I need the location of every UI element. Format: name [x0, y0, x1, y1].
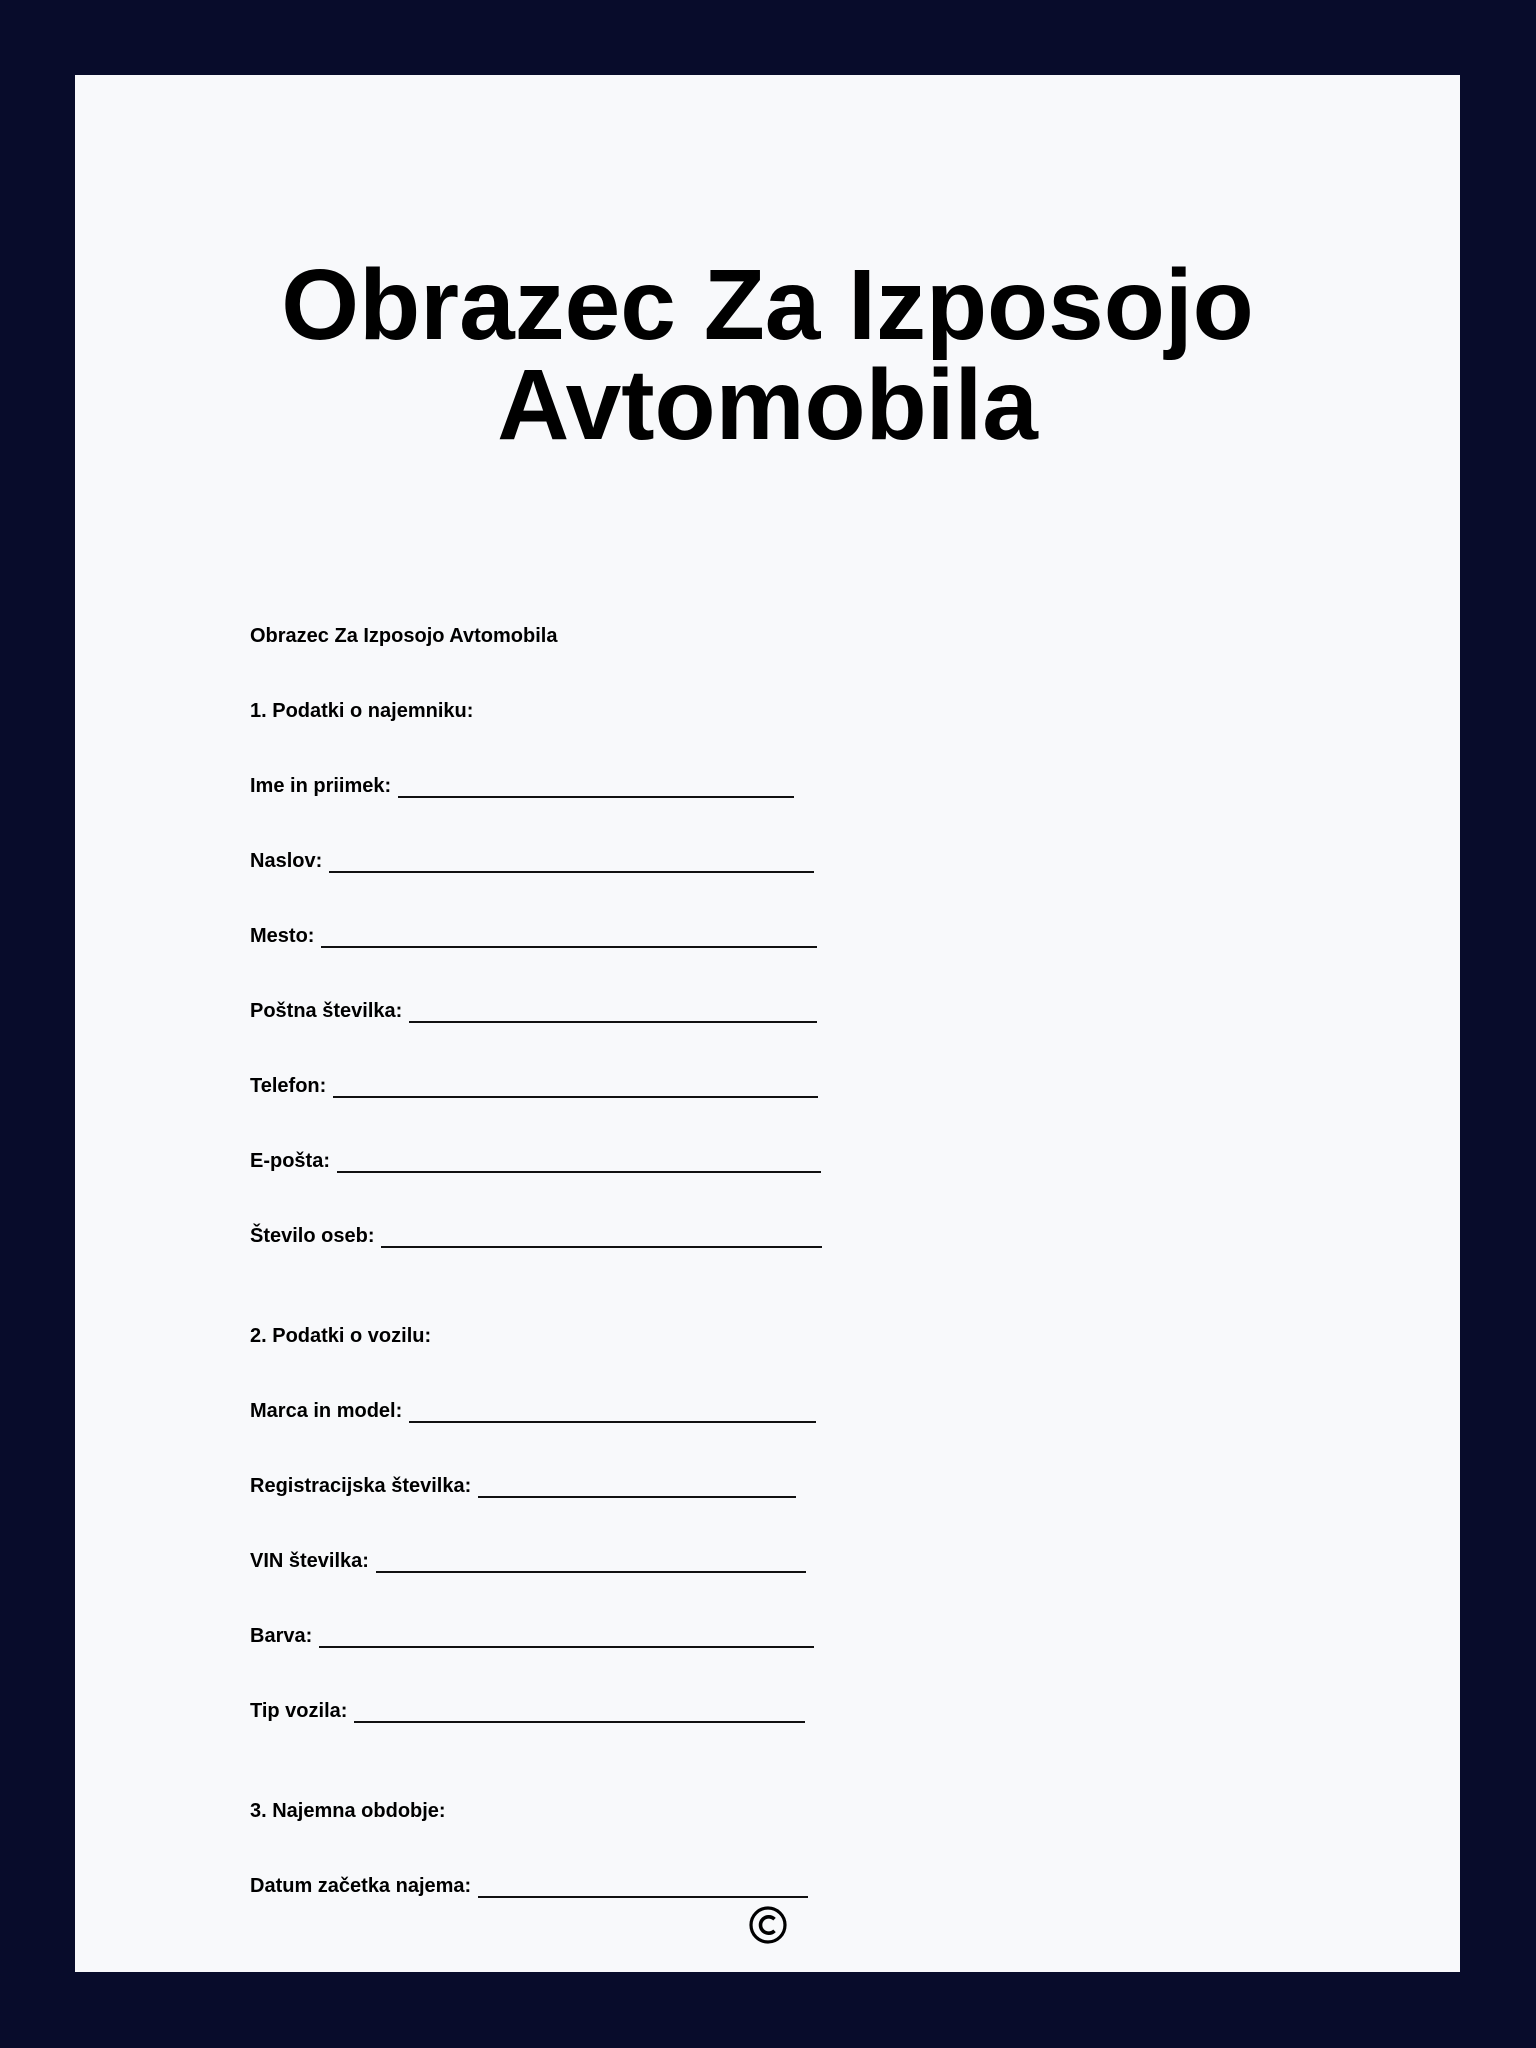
field-label: Telefon:	[250, 1075, 327, 1097]
field-make-model	[250, 1399, 816, 1423]
field-email	[250, 1149, 821, 1173]
field-registration-number	[250, 1474, 796, 1498]
field-vin-number	[250, 1549, 806, 1573]
fill-in-line[interactable]	[409, 1401, 816, 1423]
field-label: Število oseb:	[250, 1225, 375, 1247]
field-vehicle-type	[250, 1699, 805, 1723]
field-label: Datum začetka najema:	[250, 1875, 472, 1897]
section-heading-renter: 1. Podatki o najemniku:	[250, 700, 474, 722]
fill-in-line[interactable]	[319, 1626, 814, 1648]
section-heading-vehicle: 2. Podatki o vozilu:	[250, 1325, 432, 1347]
page-title	[75, 249, 1460, 461]
fill-in-line[interactable]	[337, 1151, 821, 1173]
fill-in-line[interactable]	[381, 1226, 822, 1248]
fill-in-line[interactable]	[409, 1001, 817, 1023]
title-line-2: Avtomobila	[497, 349, 1038, 461]
field-postal-code	[250, 999, 817, 1023]
field-address	[250, 849, 814, 873]
field-label: Mesto:	[250, 925, 315, 947]
field-label: Ime in priimek:	[250, 775, 392, 797]
field-rental-start-date	[250, 1874, 808, 1898]
field-label: Marca in model:	[250, 1400, 403, 1422]
fill-in-line[interactable]	[329, 851, 814, 873]
field-color	[250, 1624, 814, 1648]
field-label: Registracijska številka:	[250, 1475, 472, 1497]
fill-in-line[interactable]	[376, 1551, 806, 1573]
fill-in-line[interactable]	[478, 1876, 808, 1898]
form-page	[75, 75, 1460, 1972]
section-heading-rental-period: 3. Najemna obdobje:	[250, 1800, 446, 1822]
field-label: Barva:	[250, 1625, 313, 1647]
field-label: E-pošta:	[250, 1150, 330, 1172]
fill-in-line[interactable]	[354, 1701, 805, 1723]
field-label: Tip vozila:	[250, 1700, 348, 1722]
field-name	[250, 774, 794, 798]
fill-in-line[interactable]	[478, 1476, 796, 1498]
fill-in-line[interactable]	[333, 1076, 818, 1098]
copyright-icon	[748, 1905, 788, 1945]
field-label: VIN številka:	[250, 1550, 369, 1572]
field-label: Naslov:	[250, 850, 323, 872]
field-phone	[250, 1074, 818, 1098]
fill-in-line[interactable]	[321, 926, 817, 948]
field-label: Poštna številka:	[250, 1000, 403, 1022]
title-line-1: Obrazec Za Izposojo	[281, 249, 1254, 361]
fill-in-line[interactable]	[398, 776, 794, 798]
field-number-of-persons	[250, 1224, 822, 1248]
field-city	[250, 924, 817, 948]
form-subtitle: Obrazec Za Izposojo Avtomobila	[250, 625, 558, 647]
